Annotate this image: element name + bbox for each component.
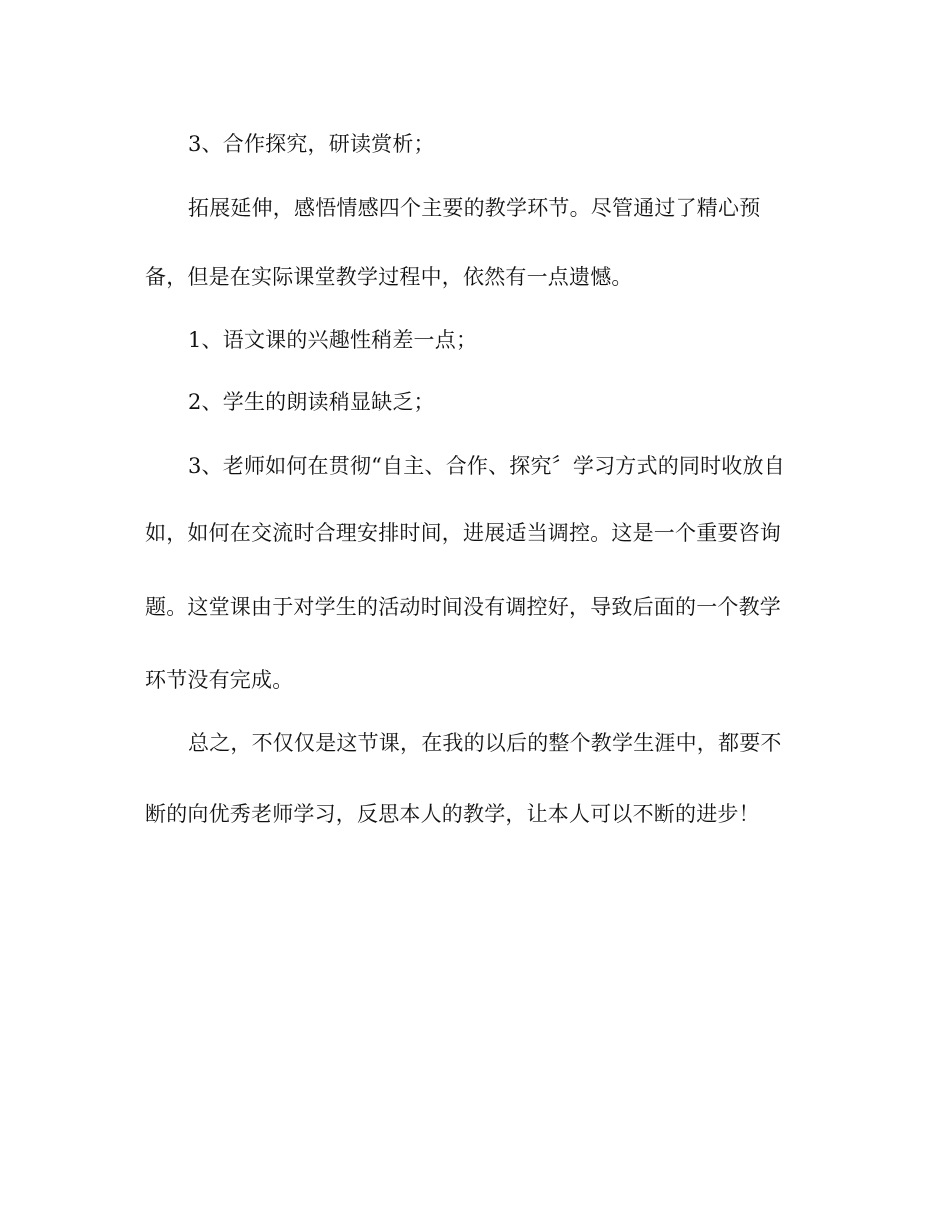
text-line-1: 3、合作探究，研读赏析； xyxy=(188,132,435,156)
text-line-2: 拓展延伸，感悟情感四个主要的教学环节。尽管通过了精心预 xyxy=(188,196,761,220)
text-line-4: 1、语文课的兴趣性稍差一点； xyxy=(188,328,478,352)
text-line-3: 备，但是在实际课堂教学过程中，依然有一点遗憾。 xyxy=(145,265,633,289)
text-line-11: 断的向优秀老师学习，反思本人的教学，让本人可以不断的进步！ xyxy=(145,802,760,826)
text-line-6: 3、老师如何在贯彻“自主、合作、探究〞学习方式的同时收放自 xyxy=(188,454,785,478)
text-line-8: 题。这堂课由于对学生的活动时间没有调控好，导致后面的一个教学 xyxy=(145,595,781,619)
text-line-10: 总之，不仅仅是这节课，在我的以后的整个教学生涯中，都要不 xyxy=(188,731,782,755)
text-line-9: 环节没有完成。 xyxy=(145,668,294,692)
text-line-5: 2、学生的朗读稍显缺乏； xyxy=(188,390,435,414)
text-line-7: 如，如何在交流时合理安排时间，进展适当调控。这是一个重要咨询 xyxy=(145,521,781,545)
